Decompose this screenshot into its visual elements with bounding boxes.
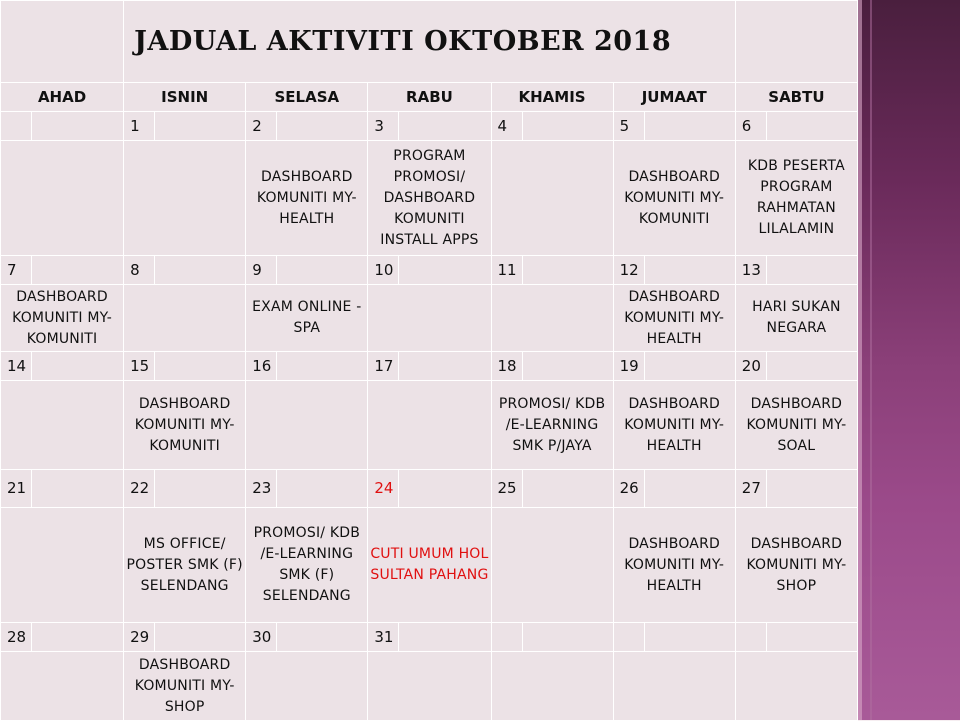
event-cell	[368, 285, 491, 352]
date-spacer	[644, 256, 735, 285]
date-cell	[1, 112, 32, 141]
event-cell: DASHBOARD KOMUNITI MY-HEALTH	[613, 508, 735, 623]
date-spacer	[155, 256, 246, 285]
title-spacer-cell	[1, 1, 124, 83]
event-cell: DASHBOARD KOMUNITI MY-SOAL	[735, 381, 857, 470]
date-cell	[613, 623, 644, 652]
date-cell: 28	[1, 623, 32, 652]
date-cell: 27	[735, 470, 766, 508]
event-cell: DASHBOARD KOMUNITI MY-SHOP	[735, 508, 857, 623]
date-spacer	[522, 352, 613, 381]
date-spacer	[522, 623, 613, 652]
event-cell	[613, 652, 735, 721]
date-spacer	[399, 352, 491, 381]
date-spacer	[277, 623, 368, 652]
date-spacer	[32, 470, 124, 508]
day-header-isnin: ISNIN	[124, 83, 246, 112]
event-cell: DASHBOARD KOMUNITI MY-SHOP	[124, 652, 246, 721]
event-cell	[491, 141, 613, 256]
date-spacer	[277, 256, 368, 285]
day-header-row	[1, 83, 858, 112]
date-cell: 25	[491, 470, 522, 508]
event-row	[1, 285, 858, 352]
date-cell: 7	[1, 256, 32, 285]
title-row	[1, 1, 858, 83]
date-cell	[735, 623, 766, 652]
date-spacer	[522, 112, 613, 141]
date-spacer	[766, 256, 857, 285]
date-spacer	[399, 470, 491, 508]
date-cell: 5	[613, 112, 644, 141]
decorative-side-band	[858, 0, 960, 720]
event-cell	[124, 285, 246, 352]
date-spacer	[399, 256, 491, 285]
date-cell: 14	[1, 352, 32, 381]
date-row	[1, 112, 858, 141]
date-spacer	[32, 112, 124, 141]
date-cell: 13	[735, 256, 766, 285]
day-header-selasa: SELASA	[246, 83, 368, 112]
date-cell: 23	[246, 470, 277, 508]
event-cell	[246, 652, 368, 721]
event-cell: DASHBOARD KOMUNITI MY-HEALTH	[246, 141, 368, 256]
date-spacer	[766, 623, 857, 652]
event-row	[1, 381, 858, 470]
event-cell: DASHBOARD KOMUNITI MY-KOMUNITI	[1, 285, 124, 352]
date-spacer	[522, 470, 613, 508]
date-spacer	[32, 352, 124, 381]
date-cell: 3	[368, 112, 399, 141]
event-cell	[491, 508, 613, 623]
event-cell	[124, 141, 246, 256]
day-header-khamis: KHAMIS	[491, 83, 613, 112]
event-cell	[491, 652, 613, 721]
date-cell	[491, 623, 522, 652]
date-spacer	[766, 352, 857, 381]
date-cell: 22	[124, 470, 155, 508]
day-header-jumaat: JUMAAT	[613, 83, 735, 112]
event-cell: EXAM ONLINE - SPA	[246, 285, 368, 352]
date-cell: 1	[124, 112, 155, 141]
date-spacer	[155, 112, 246, 141]
date-spacer	[155, 623, 246, 652]
date-spacer	[155, 470, 246, 508]
date-cell: 9	[246, 256, 277, 285]
event-row	[1, 508, 858, 623]
event-cell: PROMOSI/ KDB /E-LEARNING SMK P/JAYA	[491, 381, 613, 470]
date-row	[1, 623, 858, 652]
event-cell	[1, 381, 124, 470]
date-cell: 12	[613, 256, 644, 285]
date-cell: 2	[246, 112, 277, 141]
date-cell: 19	[613, 352, 644, 381]
day-header-ahad: AHAD	[1, 83, 124, 112]
date-cell: 6	[735, 112, 766, 141]
date-cell: 31	[368, 623, 399, 652]
event-cell	[246, 381, 368, 470]
title-spacer-cell	[735, 1, 857, 83]
event-row	[1, 652, 858, 721]
date-cell: 26	[613, 470, 644, 508]
date-cell: 30	[246, 623, 277, 652]
date-row	[1, 256, 858, 285]
event-cell: KDB PESERTA PROGRAM RAHMATAN LILALAMIN	[735, 141, 857, 256]
event-cell	[1, 141, 124, 256]
date-cell-holiday: 24	[368, 470, 399, 508]
date-spacer	[766, 470, 857, 508]
event-cell: DASHBOARD KOMUNITI MY-HEALTH	[613, 381, 735, 470]
event-cell	[368, 652, 491, 721]
date-cell: 16	[246, 352, 277, 381]
date-cell: 17	[368, 352, 399, 381]
date-cell: 21	[1, 470, 32, 508]
event-cell: DASHBOARD KOMUNITI MY-KOMUNITI	[124, 381, 246, 470]
date-row	[1, 470, 858, 508]
date-spacer	[399, 112, 491, 141]
date-cell: 4	[491, 112, 522, 141]
event-cell	[1, 508, 124, 623]
date-cell: 15	[124, 352, 155, 381]
date-spacer	[644, 112, 735, 141]
page-title: JADUAL AKTIVITI OKTOBER 2018	[124, 1, 736, 83]
event-cell	[1, 652, 124, 721]
date-cell: 10	[368, 256, 399, 285]
date-spacer	[32, 623, 124, 652]
date-row	[1, 352, 858, 381]
date-spacer	[32, 256, 124, 285]
day-header-sabtu: SABTU	[735, 83, 857, 112]
event-cell: HARI SUKAN NEGARA	[735, 285, 857, 352]
date-spacer	[522, 256, 613, 285]
date-spacer	[277, 112, 368, 141]
event-cell: DASHBOARD KOMUNITI MY-HEALTH	[613, 285, 735, 352]
event-cell: PROMOSI/ KDB /E-LEARNING SMK (F) SELENDANG	[246, 508, 368, 623]
event-cell-holiday: CUTI UMUM HOL SULTAN PAHANG	[368, 508, 491, 623]
date-spacer	[277, 352, 368, 381]
date-cell: 29	[124, 623, 155, 652]
date-cell: 18	[491, 352, 522, 381]
event-cell	[368, 381, 491, 470]
event-row	[1, 141, 858, 256]
date-cell: 20	[735, 352, 766, 381]
date-cell: 8	[124, 256, 155, 285]
date-spacer	[644, 352, 735, 381]
event-cell	[735, 652, 857, 721]
date-spacer	[399, 623, 491, 652]
date-spacer	[155, 352, 246, 381]
date-spacer	[644, 623, 735, 652]
event-cell: PROGRAM PROMOSI/ DASHBOARD KOMUNITI INSTALL APPS	[368, 141, 491, 256]
date-spacer	[644, 470, 735, 508]
day-header-rabu: RABU	[368, 83, 491, 112]
event-cell: MS OFFICE/ POSTER SMK (F) SELENDANG	[124, 508, 246, 623]
date-cell: 11	[491, 256, 522, 285]
event-cell	[491, 285, 613, 352]
date-spacer	[277, 470, 368, 508]
event-cell: DASHBOARD KOMUNITI MY-KOMUNITI	[613, 141, 735, 256]
date-spacer	[766, 112, 857, 141]
